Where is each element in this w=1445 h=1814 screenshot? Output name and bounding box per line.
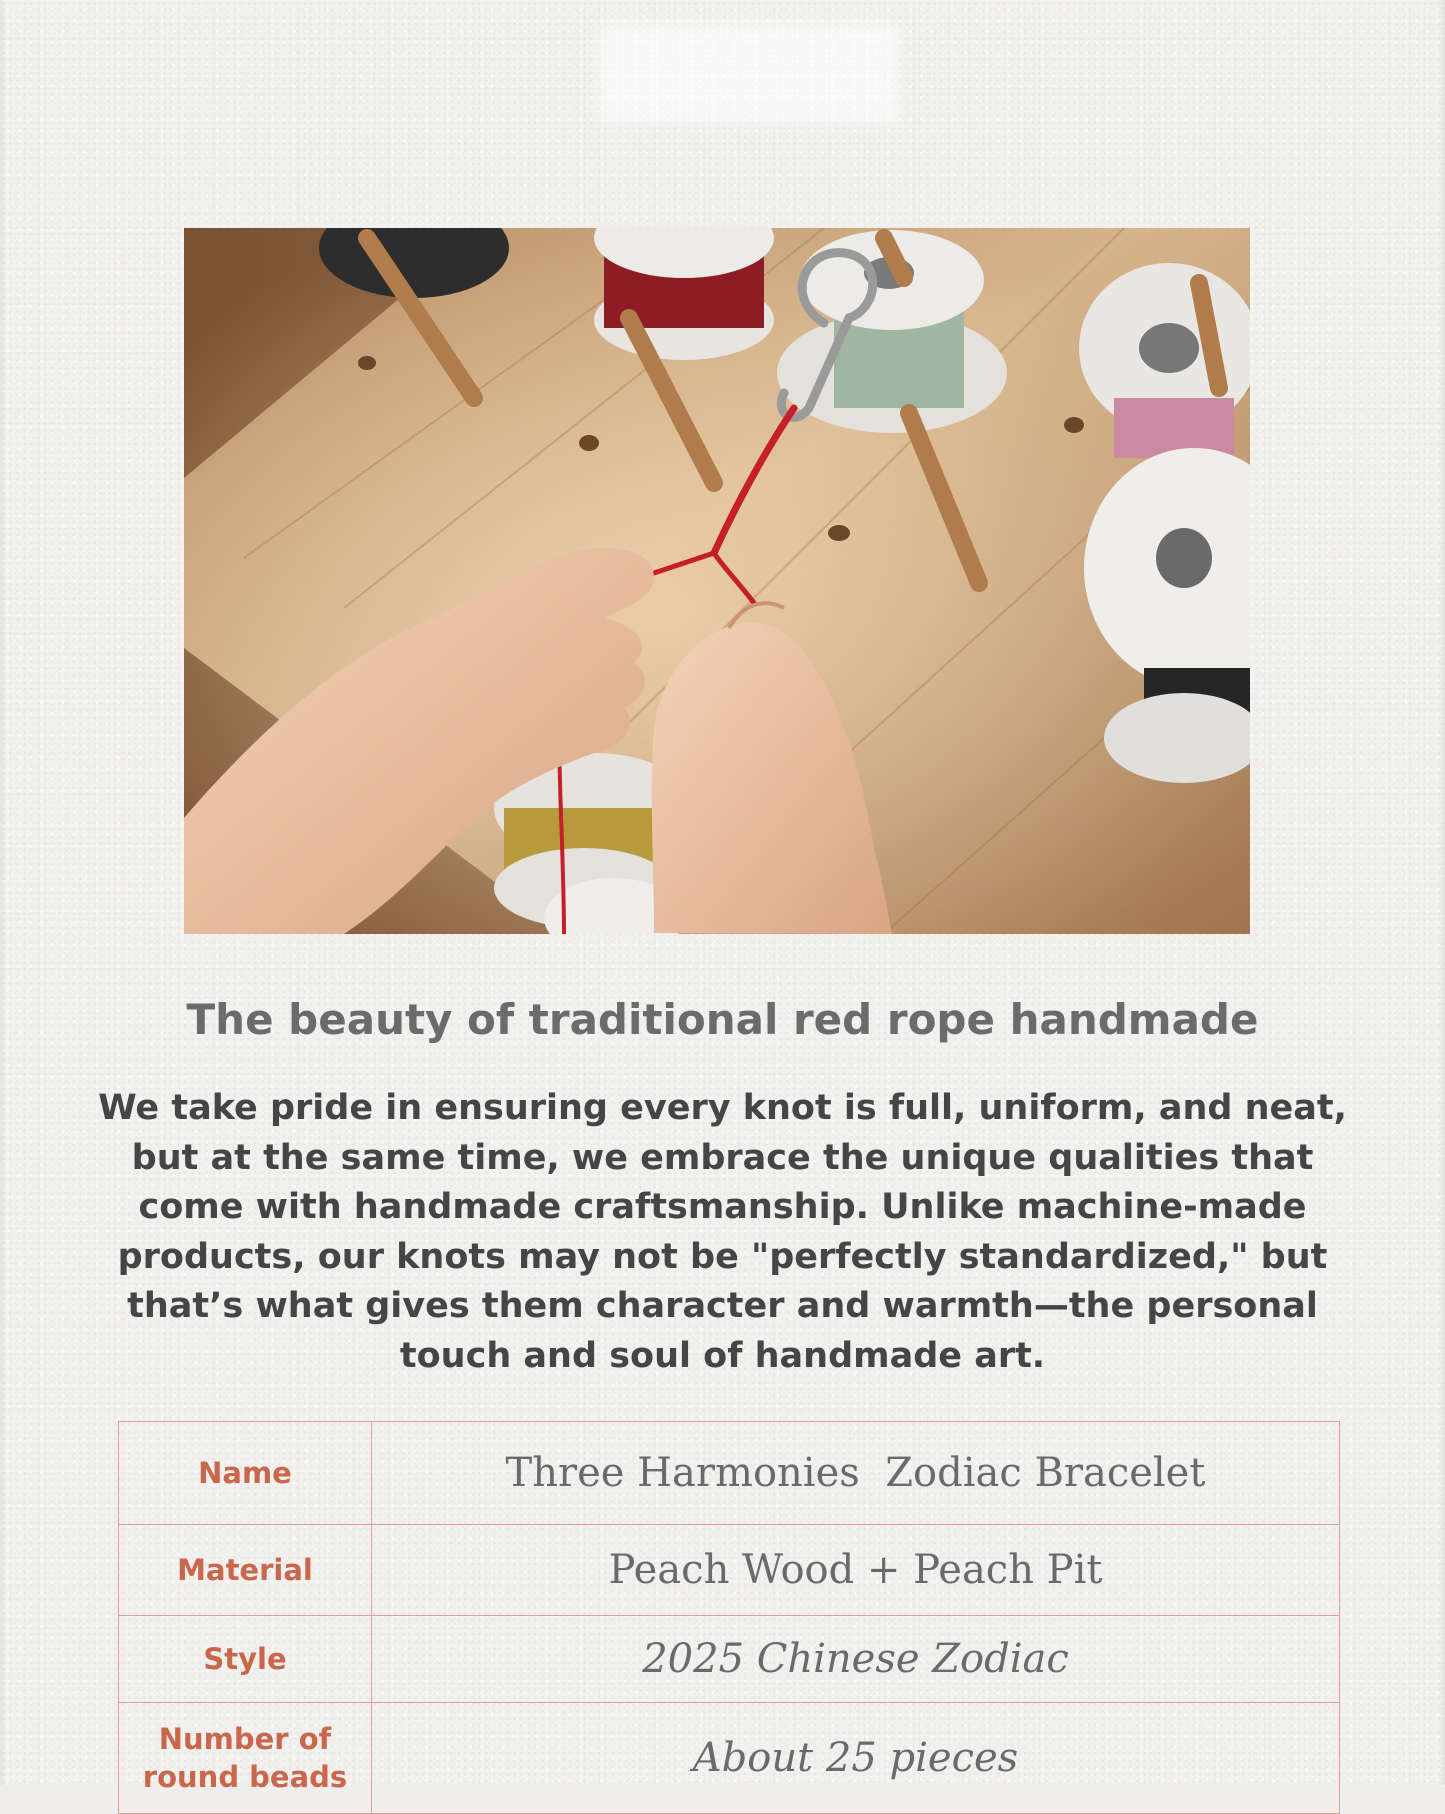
spec-value: Peach Wood + Peach Pit	[372, 1525, 1340, 1616]
page-edge-right	[1439, 0, 1445, 1785]
spec-row-bead-count	[119, 1703, 1340, 1814]
spec-value: Three Harmonies Zodiac Bracelet	[372, 1422, 1340, 1525]
top-blank-area	[600, 24, 900, 124]
spec-label: Material	[119, 1525, 372, 1616]
section-description: We take pride in ensuring every knot is full, uniform, and neat, but at the same time, we embrace the unique qualities that come with handmade craftsmanship. Unlike machine-made products, our knots may not be "perfectly standardized," but that’s what gives them character and warmth—the personal touch and soul of handmade art.	[98, 1088, 1347, 1376]
spec-label: Name	[119, 1422, 372, 1525]
spec-row-style	[119, 1616, 1340, 1703]
spec-row-material	[119, 1525, 1340, 1616]
product-spec-table	[118, 1421, 1340, 1814]
section-title: The beauty of traditional red rope handmade	[186, 995, 1259, 1044]
spec-value: About 25 pieces	[372, 1703, 1340, 1814]
page-edge-left	[0, 0, 6, 1785]
spec-row-name	[119, 1422, 1340, 1525]
spec-value: 2025 Chinese Zodiac	[372, 1616, 1340, 1703]
spec-label: Style	[119, 1616, 372, 1703]
handmade-knotting-photo	[184, 228, 1250, 934]
spec-label: Number of round beads	[119, 1703, 372, 1814]
